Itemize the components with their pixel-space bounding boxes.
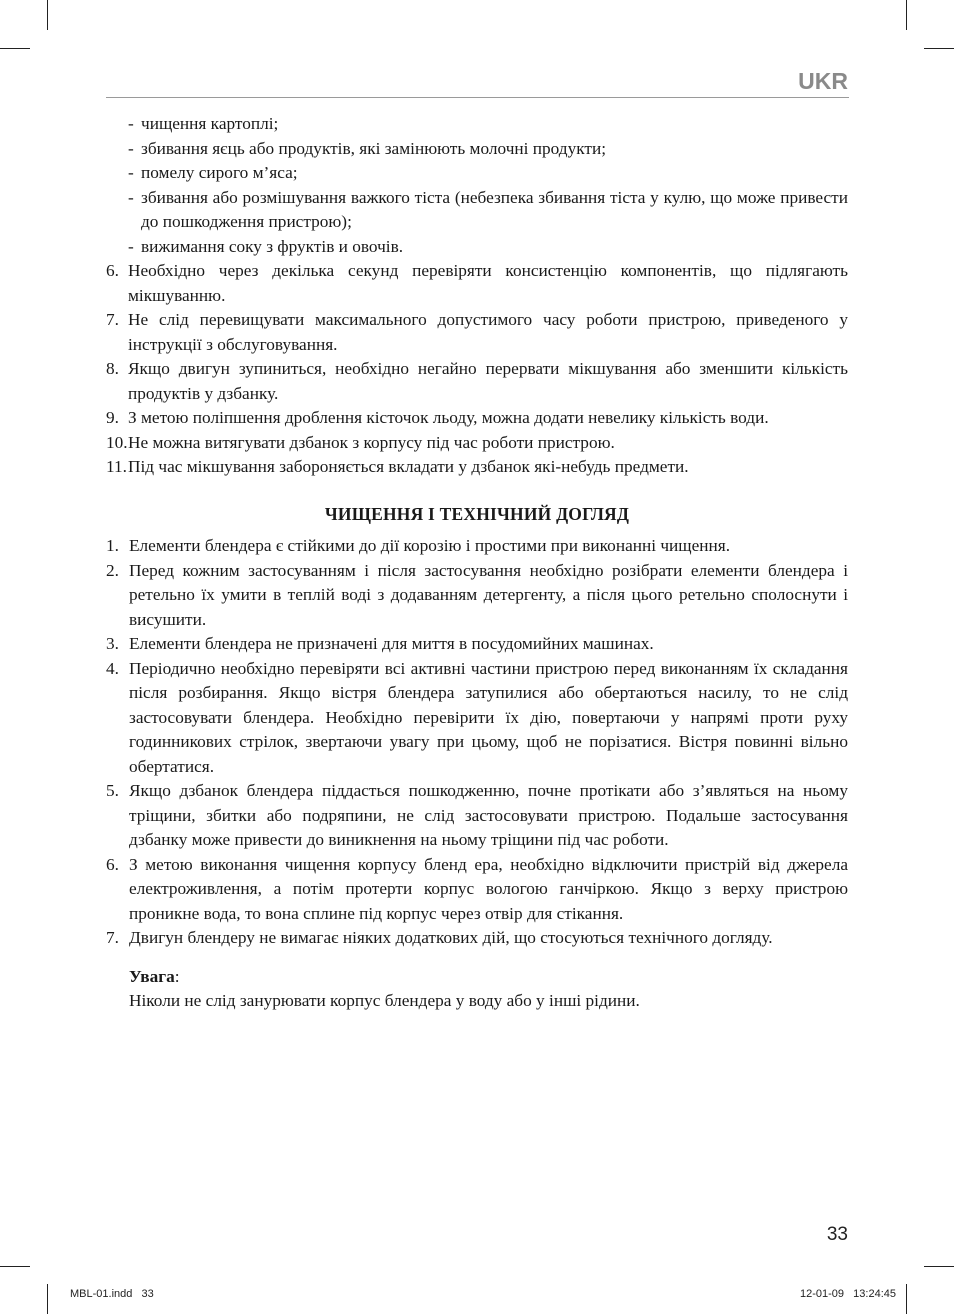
list-item bbox=[106, 431, 848, 456]
intro-list bbox=[128, 112, 848, 259]
list-item bbox=[106, 632, 848, 657]
list-item bbox=[106, 406, 848, 431]
item-text: Необхідно через декілька секунд перевіряти консистенцію компонентів, що підлягають мікшуванню. bbox=[128, 261, 848, 305]
page-number: 33 bbox=[826, 1224, 848, 1245]
item-text: З метою поліпшення дроблення кісточок льоду, можна додати невелику кількість води. bbox=[128, 408, 769, 427]
section-title: ЧИЩЕННЯ І ТЕХНІЧНИЙ ДОГЛЯД bbox=[324, 503, 630, 524]
item-text: Якщо двигун зупиниться, необхідно негайно перервати мікшування або зменшити кількість продуктів у дзбанку. bbox=[128, 359, 848, 403]
list-item bbox=[106, 455, 848, 480]
item-text: З метою виконання чищення корпусу бленд ера, необхідно відключити пристрій від джерела електроживлення, а потім протерти корпус вологою ганчіркою. Якщо з верху пристрою проникне вода, то вона сплине під корпус через отвір для стікання. bbox=[129, 854, 848, 923]
warning-heading bbox=[129, 965, 848, 990]
item-text: Під час мікшування забороняється вкладати у дзбанок які-небудь предмети. bbox=[128, 457, 689, 476]
item-number: 11. bbox=[106, 457, 127, 476]
warning-text: Ніколи не слід занурювати корпус блендера у воду або у інші рідини. bbox=[129, 991, 640, 1010]
list-item bbox=[106, 779, 848, 853]
item-number: 7. bbox=[106, 310, 119, 329]
item-number: 5. bbox=[106, 781, 119, 800]
list-item bbox=[106, 308, 848, 357]
cleaning-list bbox=[106, 534, 848, 951]
crop-mark bbox=[0, 48, 30, 49]
header-rule bbox=[106, 97, 849, 98]
list-item bbox=[106, 259, 848, 308]
crop-mark bbox=[0, 1266, 30, 1267]
item-text: Періодично необхідно перевіряти всі активні частини пристрою перед виконанням їх складання після розбирання. Якщо вістря блендера затупилися або обертаються насилу, то не слід застосовувати блендера. Необхідно перевірити їх дію, повертаючи у напрямі проти руху годинникових стрілок, звертаючи увагу при цьому, щоб не порізатися. Вістря повинні вільно обертатися. bbox=[129, 658, 848, 776]
page-content bbox=[106, 112, 848, 1014]
crop-mark bbox=[47, 0, 48, 30]
list-item bbox=[106, 357, 848, 406]
list-item bbox=[106, 657, 848, 780]
item-number: 6. bbox=[106, 261, 119, 280]
list-item: - помелу сирого м’яса; bbox=[128, 161, 848, 186]
slug-filename: MBL-01.indd 33 bbox=[70, 1288, 154, 1300]
list-item bbox=[106, 853, 848, 927]
crop-mark bbox=[924, 48, 954, 49]
item-number: 7. bbox=[106, 928, 119, 947]
item-text: Якщо дзбанок блендера піддасться пошкодженню, почне протікати або з’являться на ньому тріщини, збитки або подряпини, не слід застосовувати пристрою. Подальше застосування дзбанку може привести до виникнення на ньому тріщини під час роботи. bbox=[129, 781, 848, 849]
item-number: 1. bbox=[106, 536, 119, 555]
crop-mark bbox=[906, 0, 907, 30]
warning-colon: : bbox=[174, 966, 180, 986]
item-text: Елементи блендера є стійкими до дії корозію і простими при виконанні чищення. bbox=[129, 536, 731, 555]
list-item: - збивання яєць або продуктів, які замінюють молочні продукти; bbox=[128, 137, 848, 162]
warning-note bbox=[129, 965, 848, 1014]
usage-list bbox=[106, 259, 848, 480]
item-number: 10. bbox=[106, 432, 128, 452]
item-text: Перед кожним застосуванням і після застосування необхідно розібрати елементи блендера і ретельно їх умити в теплій воді з додаванням детергенту, а після цього ретельно сполоснути і висушити. bbox=[129, 560, 848, 629]
list-item: - вижимання соку з фруктів и овочів. bbox=[128, 235, 848, 260]
item-text: Не слід перевищувати максимального допустимого часу роботи пристрою, приведеного у інструкції з обслуговування. bbox=[128, 310, 848, 354]
list-item: - збивання або розмішування важкого тіста (небезпека збивання тіста у кулю, що може привести до пошкодження пристрою); bbox=[128, 186, 848, 235]
crop-mark bbox=[924, 1266, 954, 1267]
item-text: Двигун блендеру не вимагає ніяких додаткових дій, що стосуються технічного догляду. bbox=[129, 928, 773, 947]
item-number: 3. bbox=[106, 634, 119, 653]
item-text: Елементи блендера не призначені для миття в посудомийних машинах. bbox=[129, 634, 654, 653]
item-text: Не можна витягувати дзбанок з корпусу під час роботи пристрою. bbox=[128, 432, 615, 452]
list-item bbox=[106, 559, 848, 633]
crop-mark bbox=[47, 1284, 48, 1314]
item-number: 9. bbox=[106, 408, 119, 427]
item-number: 6. bbox=[106, 854, 119, 874]
language-label: UKR bbox=[798, 68, 848, 94]
item-number: 8. bbox=[106, 359, 119, 378]
warning-label: Увага bbox=[129, 966, 175, 986]
item-number: 2. bbox=[106, 560, 119, 580]
slug-timestamp: 12-01-09 13:24:45 bbox=[799, 1288, 896, 1300]
list-item bbox=[106, 534, 848, 559]
list-item bbox=[106, 926, 848, 951]
item-number: 4. bbox=[106, 658, 119, 678]
crop-mark bbox=[906, 1284, 907, 1314]
list-item: - чищення картоплі; bbox=[128, 112, 848, 137]
